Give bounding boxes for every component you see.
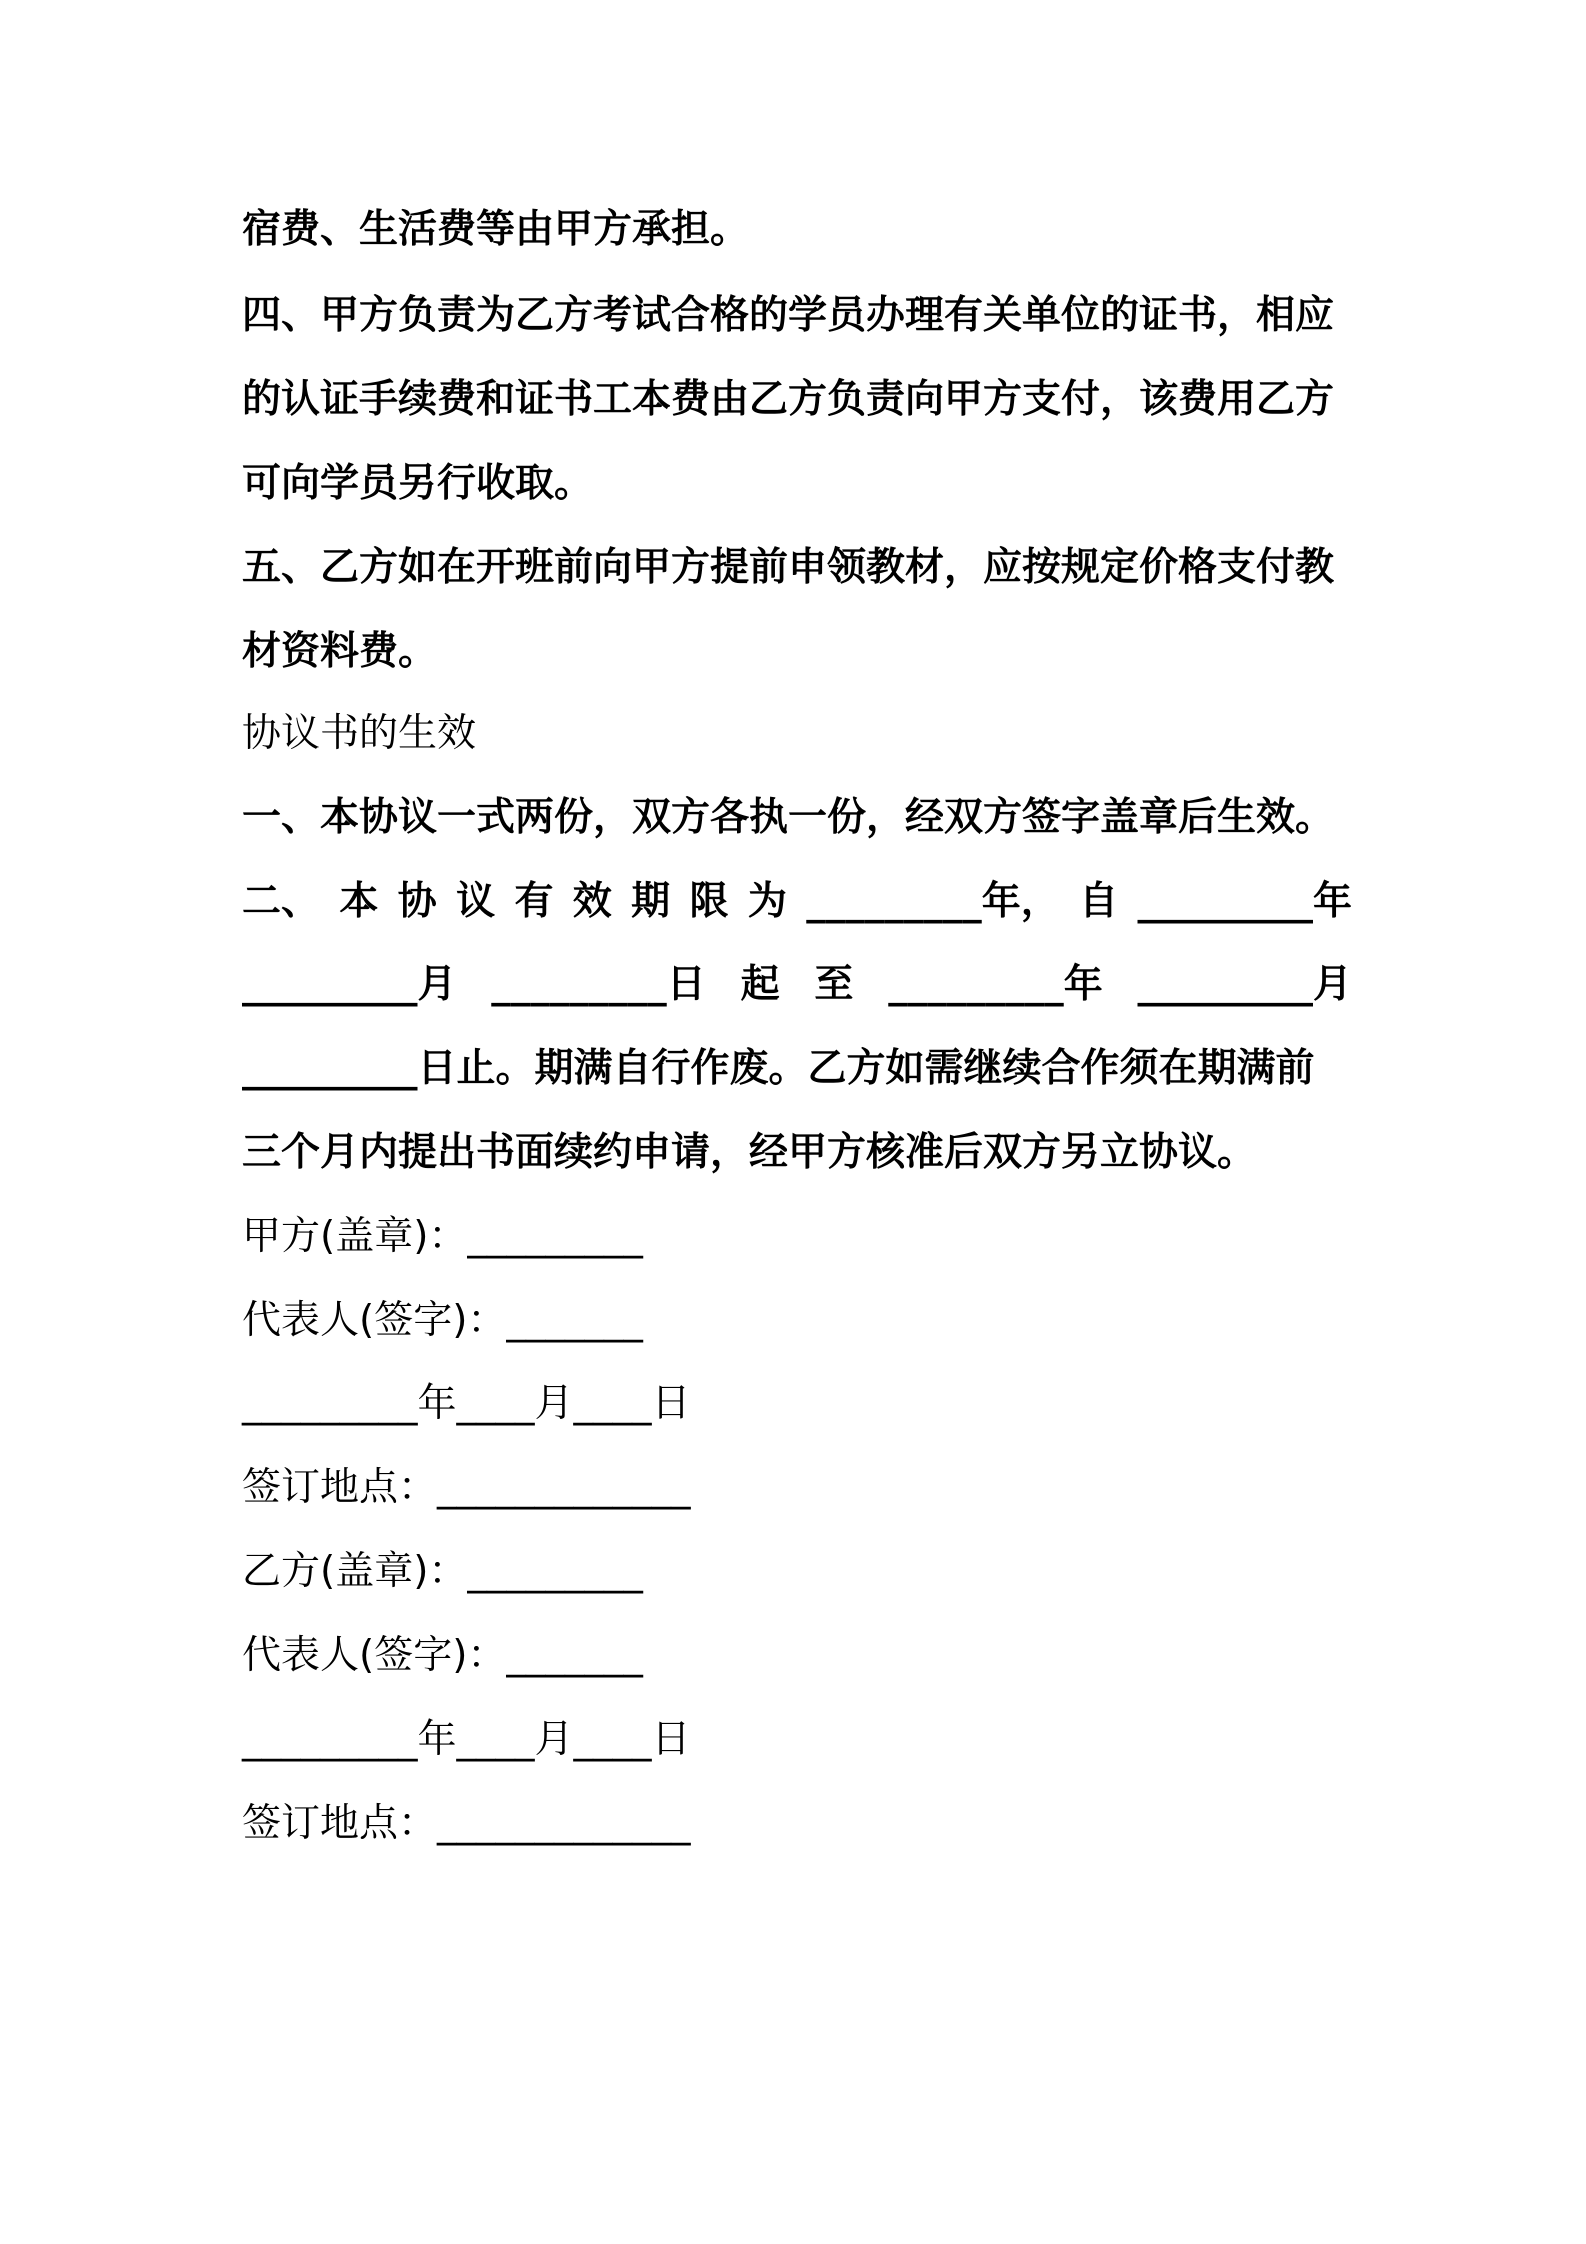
text-char: 期 <box>631 879 671 924</box>
party-a-representative: 代表人(签字)：_______ <box>242 1298 643 1343</box>
blank-start-year: _________年 <box>1137 879 1352 924</box>
effect-clause-2-line-2 <box>242 960 1352 1010</box>
text-char: 有 <box>514 879 554 924</box>
text-char: 起 <box>740 962 780 1007</box>
effect-clause-2-line-3: _________日止。期满自行作废。乙方如需继续合作须在期满前 <box>242 1046 1315 1091</box>
party-a-seal: 甲方(盖章)：_________ <box>242 1214 643 1259</box>
clause-4-line-2: 的认证手续费和证书工本费由乙方负责向甲方支付，该费用乙方 <box>242 377 1335 422</box>
blank-years: _________年， <box>806 879 1060 924</box>
text-char: 至 <box>814 962 854 1007</box>
text-char: 协 <box>397 879 437 924</box>
text-char: 效 <box>572 879 612 924</box>
blank-start-month: _________月 <box>242 962 457 1007</box>
clause-3-continuation: 宿费、生活费等由甲方承担。 <box>242 207 750 252</box>
text-char: 议 <box>456 879 496 924</box>
party-b-place: 签订地点：_____________ <box>242 1801 691 1846</box>
blank-start-day: _________日 <box>491 962 706 1007</box>
effect-clause-2-line-4: 三个月内提出书面续约申请，经甲方核准后双方另立协议。 <box>242 1130 1257 1175</box>
section-heading: 协议书的生效 <box>242 711 477 756</box>
text-char: 本 <box>339 879 379 924</box>
blank-end-month: _________月 <box>1137 962 1352 1007</box>
party-b-date: _________年____月____日 <box>242 1717 691 1762</box>
clause-number: 二、 <box>242 879 321 924</box>
text-char: 限 <box>689 879 729 924</box>
clause-5-line-2: 材资料费。 <box>242 629 438 674</box>
clause-4-line-3: 可向学员另行收取。 <box>242 461 594 506</box>
text-char: 为 <box>747 879 787 924</box>
clause-4-line-1: 四、甲方负责为乙方考试合格的学员办理有关单位的证书，相应 <box>242 293 1335 338</box>
text-char: 自 <box>1079 879 1119 924</box>
effect-clause-2-line-1 <box>242 877 1352 927</box>
party-a-date: _________年____月____日 <box>242 1381 691 1426</box>
blank-end-year: _________年 <box>888 962 1103 1007</box>
effect-clause-1: 一、本协议一式两份，双方各执一份，经双方签字盖章后生效。 <box>242 795 1335 840</box>
party-a-place: 签订地点：_____________ <box>242 1465 691 1510</box>
party-b-representative: 代表人(签字)：_______ <box>242 1633 643 1678</box>
party-b-seal: 乙方(盖章)：_________ <box>242 1549 643 1594</box>
clause-5-line-1: 五、乙方如在开班前向甲方提前申领教材，应按规定价格支付教 <box>242 545 1335 590</box>
